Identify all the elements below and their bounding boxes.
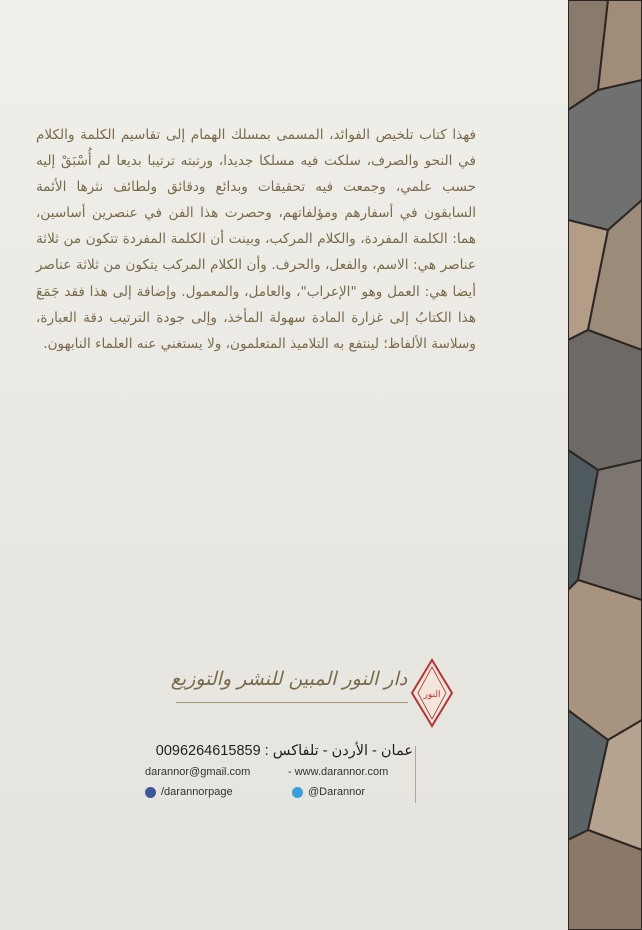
twitter-link[interactable] (292, 786, 365, 798)
publisher-name: دار النور المبين للنشر والتوزيع (170, 668, 408, 690)
logo-underline (176, 702, 408, 703)
publisher-emblem-icon (410, 658, 454, 728)
contact-email[interactable]: darannor@gmail.com (145, 766, 251, 778)
contact-phone: 0096264615859 (155, 743, 261, 759)
book-description: فهذا كتاب تلخيص الفوائد، المسمى بمسلك الهمام إلى تقاسيم الكلمة والكلام في النحو والصرف، سلكت فيه مسلكا جديدا، ورتبته ترتيبا بديعا لم أُسْبَقْ إليه حسب علمي، وجمعت فيه تحقيقات وبدائع ودقائق ولطائف نثرها الأئمة السابقون في أسفارهم ومؤلفاتهم، وحصرت هذا الفن في عنصرين أساسين، هما: الكلمة المفردة، والكلام المركب، وبينت أن الكلمة المفردة تتكون من ثلاثة عناصر هي: الاسم، والفعل، والحرف. وأن الكلام المركب يتكون من ثلاثة عناصر أيضا هي: العمل وهو "الإعراب"، والعامل، والمعمول. وإضافة إلى هذا فقد جَمَعَ هذا الكتابُ إلى غزارة المادة سهولة المأخذ، وإلى جودة الترتيب دقة العبارة، وسلاسة الألفاظ؛ لينتفع به التلاميذ المتعلمون، ولا يستغني عنه العلماء النابهون. (36, 127, 476, 352)
facebook-handle: /darannorpage (161, 786, 233, 798)
decorative-spine-pattern (568, 0, 642, 930)
contact-divider (415, 746, 416, 803)
contact-phone-line (145, 743, 413, 759)
facebook-link[interactable] (145, 786, 233, 798)
facebook-icon (145, 787, 156, 798)
twitter-icon (292, 787, 303, 798)
contact-website[interactable]: - www.darannor.com (288, 766, 389, 778)
publisher-logo (170, 658, 450, 728)
twitter-handle: @Darannor (308, 786, 366, 798)
emblem-text: النور (423, 690, 441, 700)
contact-location: عمان - الأردن - تلفاكس : (264, 743, 413, 759)
